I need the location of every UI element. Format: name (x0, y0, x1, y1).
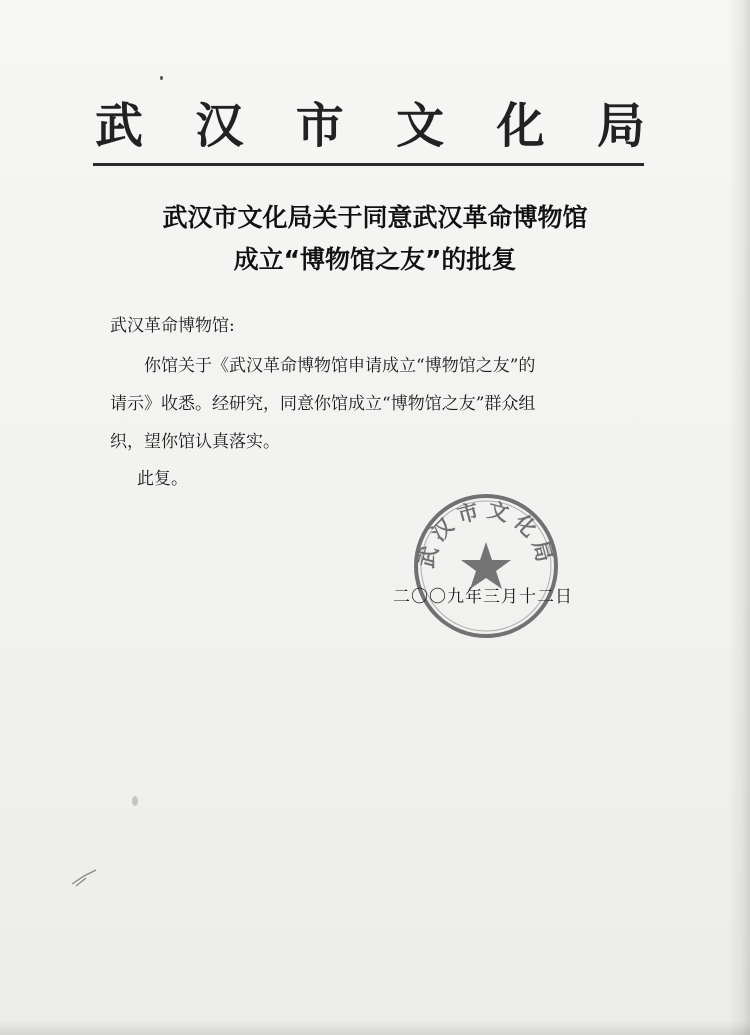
letterhead (95, 98, 645, 154)
paragraph-line: 你馆关于《武汉革命博物馆申请成立“博物馆之友”的 (110, 356, 536, 376)
letterhead-char: 武 (95, 98, 144, 154)
page-edge-shadow (728, 0, 750, 1035)
pencil-mark (70, 868, 98, 888)
document-date: 二〇〇九年三月十二日 (393, 587, 573, 607)
paragraph-line: 请示》收悉。经研究，同意你馆成立“博物馆之友”群众组 (110, 394, 536, 414)
letterhead-char: 汉 (195, 98, 244, 154)
ink-dot (160, 76, 163, 80)
letterhead-char: 局 (596, 98, 645, 154)
salutation: 武汉革命博物馆: (110, 316, 235, 336)
document-title-line2: 成立“博物馆之友”的批复 (233, 245, 517, 274)
page-bottom-shadow (0, 1021, 750, 1035)
paragraph-line: 织，望你馆认真落实。 (110, 432, 280, 452)
body-paragraph (110, 353, 630, 467)
letterhead-rule (93, 163, 644, 166)
closing: 此复。 (137, 469, 188, 489)
letterhead-char: 文 (396, 98, 445, 154)
official-seal (412, 492, 560, 640)
paper-speck (132, 796, 138, 806)
letterhead-char: 化 (496, 98, 545, 154)
letterhead-char: 市 (295, 98, 344, 154)
seal-star-icon (461, 542, 511, 589)
seal-text: 武汉市文化局 (412, 496, 560, 571)
document-title-line1: 武汉市文化局关于同意武汉革命博物馆 (162, 203, 588, 232)
